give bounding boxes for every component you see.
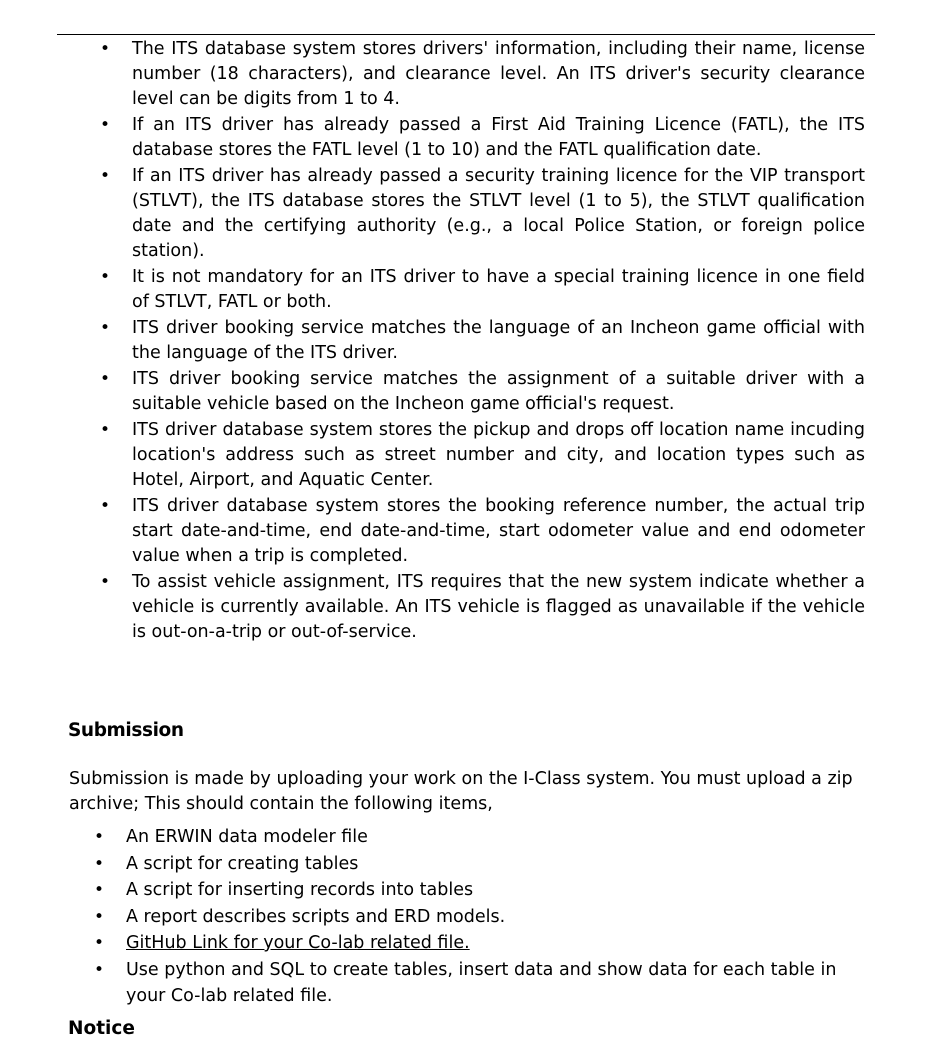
bullet-icon: • [100, 318, 111, 338]
submission-items-list [0, 824, 944, 1010]
submission-intro: Submission is made by uploading your work on the I-Class system. You must upload a zip archive; This should contain the following items, [69, 769, 853, 814]
list-item [0, 824, 944, 851]
section-heading-submission: Submission [68, 720, 184, 741]
list-item [0, 851, 944, 878]
bullet-icon: • [100, 115, 111, 135]
list-item [0, 904, 944, 931]
bullet-icon: • [100, 267, 111, 287]
top-divider [57, 34, 875, 35]
list-item [0, 316, 944, 366]
list-item [0, 113, 944, 163]
list-item [0, 418, 944, 493]
list-item [0, 367, 944, 417]
bullet-icon: • [100, 420, 111, 440]
requirement-text: ITS driver booking service matches the assignment of a suitable driver with a suitable vehicle based on the Incheon game official's request. [132, 369, 865, 414]
list-item [0, 570, 944, 645]
bullet-icon: • [94, 933, 105, 953]
requirement-text: If an ITS driver has already passed a First Aid Training Licence (FATL), the ITS database stores the FATL level (1 to 10) and the FATL qualification date. [132, 115, 865, 160]
bullet-icon: • [100, 39, 111, 59]
list-item [0, 164, 944, 264]
list-item [0, 37, 944, 112]
bullet-icon: • [100, 496, 111, 516]
bullet-icon: • [94, 959, 105, 980]
bullet-icon: • [94, 880, 105, 900]
list-item [0, 877, 944, 904]
requirement-text: ITS driver database system stores the booking reference number, the actual trip start date-and-time, end date-and-time, start odometer value and end odometer value when a trip is completed. [132, 496, 865, 566]
section-heading-notice: Notice [68, 1018, 135, 1039]
list-item [0, 957, 944, 1010]
bullet-icon: • [100, 369, 111, 389]
list-item [0, 265, 944, 315]
submission-item-text: An ERWIN data modeler file [126, 827, 368, 847]
submission-item-text: A report describes scripts and ERD models. [126, 906, 506, 927]
list-item [0, 930, 944, 957]
bullet-icon: • [94, 906, 105, 927]
requirement-text: It is not mandatory for an ITS driver to have a special training licence in one field of STLVT, FATL or both. [132, 267, 865, 312]
requirement-text: To assist vehicle assignment, ITS requires that the new system indicate whether a vehicle is currently available. An ITS vehicle is flagged as unavailable if the vehicle is out-on-a-trip or out-of-service. [132, 572, 865, 642]
bullet-icon: • [94, 827, 105, 847]
submission-item-text: A script for creating tables [126, 853, 359, 874]
requirement-text: If an ITS driver has already passed a security training licence for the VIP transport (STLVT), the ITS database stores the STLVT level (1 to 5), the STLVT qualification date and the certifying authority (e.g., a local Police Station, or foreign police station). [132, 166, 865, 261]
requirement-text: The ITS database system stores drivers' information, including their name, license number (18 characters), and clearance level. An ITS driver's security clearance level can be digits from 1 to 4. [132, 39, 865, 109]
github-link[interactable]: GitHub Link for your Co-lab related file. [126, 933, 470, 953]
requirements-list [0, 37, 944, 646]
submission-item-text: Use python and SQL to create tables, insert data and show data for each table in your Co-lab related file. [126, 959, 837, 1006]
bullet-icon: • [100, 166, 111, 186]
bullet-icon: • [100, 572, 111, 592]
list-item [0, 494, 944, 569]
requirement-text: ITS driver database system stores the pickup and drops off location name incuding location's address such as street number and city, and location types such as Hotel, Airport, and Aquatic Center. [132, 420, 865, 490]
requirement-text: ITS driver booking service matches the language of an Incheon game official with the language of the ITS driver. [132, 318, 865, 363]
submission-item-text: A script for inserting records into tables [126, 880, 474, 900]
bullet-icon: • [94, 853, 105, 874]
